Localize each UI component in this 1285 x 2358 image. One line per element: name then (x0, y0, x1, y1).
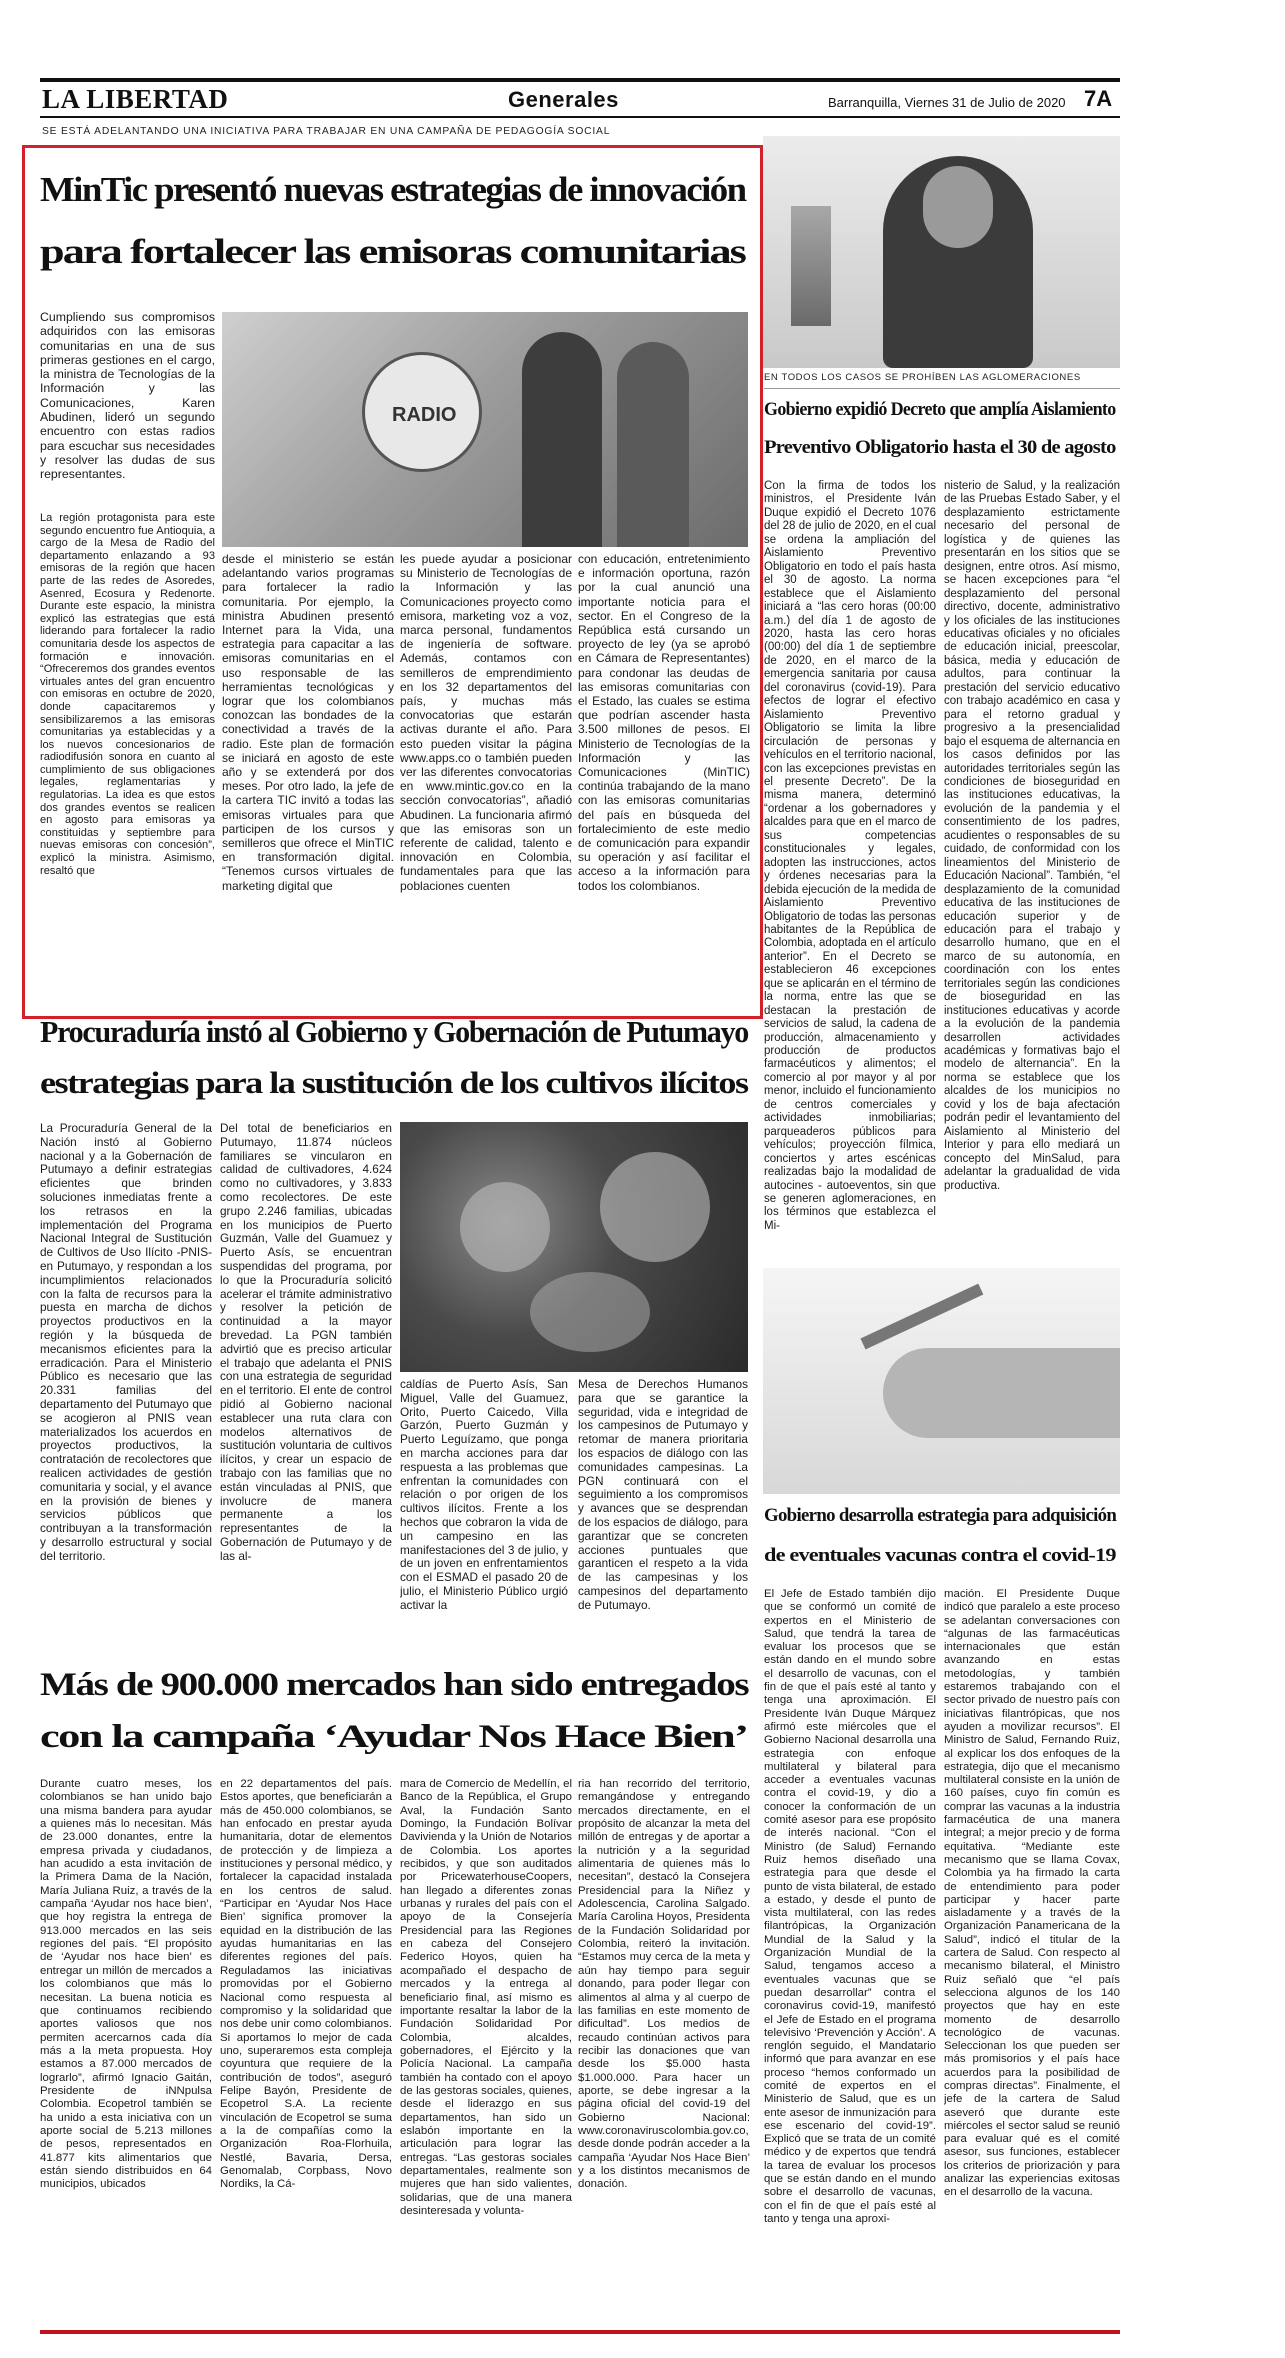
art2-col1 (764, 480, 936, 1262)
plant-icon-2 (600, 1152, 710, 1262)
footer-rule (40, 2330, 1120, 2334)
art1-col3 (400, 552, 572, 1007)
art5-col4 (578, 1778, 750, 2320)
art4-headline-line1: Gobierno desarrolla estrategia para adquisición (764, 1505, 1117, 1526)
art5-col1-text: Durante cuatro meses, los colombianos se han unido bajo una misma bandera para ayudar a quienes más lo necesitan. Más de 23.000 donantes, entre la empresa privada y ciudadanos, han acudido a esta invitación de la Primera Dama de la Nación, María Juliana Ruiz, a través de la campaña ‘Ayudar nos hace bien’, que hoy registra la entrega de 913.000 mercados en las seis regiones del país. “El propósito de ‘Ayudar nos hace bien’ es entregar un millón de mercados a los colombianos que más lo necesitan. La buena noticia es que continuamos recibiendo aportes valiosos que nos permiten acercarnos cada día más a la meta propuesta. Hoy estamos a 87.000 mercados de lograrlo”, afirmó Ignacio Gaitán, Presidente de iNNpulsa Colombia. Ecopetrol también se ha unido a esta iniciativa con un aporte social de 5.213 millones de pesos, representados en 41.877 kits alimentarios que están siendo distribuidos en 64 municipios, ubicados (40, 1778, 212, 2191)
plant-icon-3 (530, 1272, 650, 1352)
art1-col4 (578, 552, 750, 1007)
art3-photo (400, 1122, 748, 1372)
flag-icon (791, 206, 831, 326)
art2-headline-line1: Gobierno expidió Decreto que amplía Aislamiento (764, 399, 1116, 420)
art1-lead-text: Cumpliendo sus compromisos adquiridos con las emisoras comunitarias en una de sus primeras gestiones en el cargo, la ministra de Tecnologías de la Información y las Comunicaciones, Karen Abudinen, lideró un segundo encuentro con estas radios para escuchar sus necesidades y resolver las dudas de sus representantes. (40, 310, 215, 482)
art1-col1 (40, 512, 215, 1007)
art5-col2 (220, 1778, 392, 2320)
art1-photo (222, 312, 748, 547)
child-silhouette-icon (617, 342, 689, 547)
syringe-icon (860, 1284, 983, 1350)
art3-col2 (220, 1122, 392, 1654)
header-bottom-rule (40, 116, 1120, 118)
art1-kicker: SE ESTÁ ADELANTANDO UNA INICIATIVA PARA TRABAJAR EN UNA CAMPAÑA DE PEDAGOGÍA SOCIAL (42, 126, 611, 137)
art3-col1-text: La Procuraduría General de la Nación instó al Gobierno nacional y a la Gobernación de Putumayo a definir estrategias eficientes que brinden soluciones inmediatas frente a los retrasos en la implementación del Programa Nacional Integral de Sustitución de Cultivos de Uso Ilícito -PNIS- en Putumayo, y respondan a los incumplimientos relacionados con la falta de recursos para la puesta en marcha de dichos proyectos productivos en la región y la búsqueda de mecanismos eficientes para la erradicación. Para el Ministerio Público es necesario que las 20.331 familias del departamento del Putumayo que se acogieron al PNIS vean materializados los acuerdos en proyectos productivos, la contratación de recolectores que realicen actividades de gestión comunitaria y social, y el avance en la provisión de bienes y servicios públicos que contribuyan a la transformación y desarrollo estructural y social del territorio. (40, 1122, 212, 1563)
art3-col2-text: Del total de beneficiarios en Putumayo, 11.874 núcleos familiares se vincularon en calidad de cultivadores, 4.624 como no cultivadores, y 3.833 como recolectores. De este grupo 2.246 familias, ubicadas en los municipios de Puerto Guzmán, Valle del Guamuez y Puerto Asís, se encuentran suspendidas del programa, por lo que la Procuraduría solicitó acelerar el trámite administrativo y resolver la petición de continuidad a la mayor brevedad. La PGN también advirtió que es preciso articular el trabajo que adelanta el PNIS con una estrategia de seguridad en el territorio. El ente de control pidió al Gobierno nacional establecer una ruta clara con modelos alternativos de sustitución voluntaria de cultivos ilícitos, y crear un espacio de trabajo con las familias que no están vinculadas al PNIS, que involucre de manera permanente a los representantes de la Gobernación de Putumayo y de las al- (220, 1122, 392, 1563)
art1-col2 (222, 552, 394, 1007)
masthead: LA LIBERTAD (42, 84, 229, 114)
art5-headline-line1: Más de 900.000 mercados han sido entregados (40, 1667, 749, 1703)
art2-headline-line2: Preventivo Obligatorio hasta el 30 de agosto (764, 437, 1116, 458)
art4-col1 (764, 1588, 936, 2320)
art1-col1-text: La región protagonista para este segundo encuentro fue Antioquia, a cargo de la Mesa de Radio del departamento enlazando a 93 emisoras de la región que hacen parte de las redes de Asoredes, Asenred, Ecosura y Redenorte. Durante este espacio, la ministra explicó las estrategias que está liderando para fortalecer la radio comunitaria desde los aspectos de formación e innovación. “Ofreceremos dos grandes eventos virtuales antes del gran encuentro con emisoras en octubre de 2020, donde capacitaremos y sensibilizaremos a las emisoras comunitarias ya establecidas y a los nuevos concesionarios de radiodifusión sonora en cuanto al cumplimiento de sus obligaciones legales, reglamentarias y regulatorias. La idea es que estos dos grandes eventos se realicen en agosto para emisoras ya constituidas y septiembre para nuevas emisoras con concesión”, explicó la ministra. Asimismo, resaltó que (40, 512, 215, 877)
art1-lead (40, 310, 215, 510)
page-number: 7A (1084, 86, 1113, 111)
art4-col2-text: mación. El Presidente Duque indicó que paralelo a este proceso se adelantan conversaciones con “algunas de las farmacéuticas internacionales que están avanzando en estas metodologías, y también estaremos trabajando con el sector privado de nuestro país con iniciativas filantrópicas, que nos ayuden a movilizar recursos”. El Ministro de Salud, Fernando Ruiz, al explicar los dos enfoques de la estrategia, dijo que el mecanismo multilateral consiste en la unión de 160 países, cuyo fin común es comprar las vacunas a la industria farmacéutica de una manera integral; a mejor precio y de forma equitativa. “Mediante este mecanismo que se llama Covax, Colombia ya ha firmado la carta de entendimiento para poder participar y hacer parte aisladamente y a través de la Organización Panamericana de la Salud”, indicó el titular de la cartera de Salud. Con respecto al mecanismo bilateral, el Ministro Ruiz señaló que “el país selecciona algunos de los 140 proyectos que hay en este momento de desarrollo tecnológico de vacunas. Seleccionan los que pueden ser más promisorios y el país hace acuerdos para la posibilidad de compras directas”. Finalmente, el jefe de la cartera de Salud aseveró que durante este miércoles el sector salud se reunió para evaluar qué es el comité asesor, sus funciones, establecer los criterios de priorización y para analizar las experiencias exitosas en el desarrollo de la vacuna. (944, 1588, 1120, 2199)
art3-col4-text: Mesa de Derechos Humanos para que se garantice la seguridad, vida e integridad de los campesinos de Putumayo y retomar de manera prioritaria los espacios de diálogo con las comunidades campesinas. La PGN continuará con el seguimiento a los compromisos y avances que se desprendan de los espacios de diálogo, para garantizar que se concreten acciones puntuales que garanticen el respeto a la vida de las campesinas y los campesinos del departamento de Putumayo. (578, 1378, 748, 1612)
arm-icon (883, 1348, 1120, 1438)
person-silhouette-icon (522, 332, 602, 547)
art3-col3-text: caldías de Puerto Asís, San Miguel, Valle del Guamuez, Orito, Puerto Caicedo, Villa Garzón, Puerto Guzmán y Puerto Leguízamo, que ponga en marcha acciones para dar respuesta a las problemas que enfrentan la comunidades con relación o por origen de los cultivos ilícitos. Frente a los hechos que cobraron la vida de un campesino en las manifestaciones del 3 de julio, y de un joven en enfrentamientos con el ESMAD el pasado 20 de julio, el Ministerio Público urgió activar la (400, 1378, 568, 1612)
art4-col2 (944, 1588, 1120, 2320)
art1-col2-text: desde el ministerio se están adelantando varios programas para fortalecer la radio comunitaria. Por ejemplo, la ministra Abudinen presentó Internet para la Vida, una estrategia para capacitar a las emisoras comunitarias en el uso responsable de las herramientas tecnológicas y lograr que los colombianos conozcan las bondades de la conectividad a través de la radio. Este plan de formación se iniciará en agosto de este año y se extenderá por dos meses. Por otro lado, la jefe de la cartera TIC invitó a todas las emisoras virtuales para que participen de los cursos y semilleros que ofrece el MinTIC en transformación digital. “Tenemos cursos virtuales de marketing digital que (222, 552, 394, 893)
date-line: Barranquilla, Viernes 31 de Julio de 2020 (828, 95, 1066, 110)
header-top-rule (40, 78, 1120, 82)
art5-col2-text: en 22 departamentos del país. Estos aportes, que beneficiarán a más de 450.000 colombianos, se han enfocado en prestar ayuda humanitaria, dotar de elementos de protección y de limpieza a instituciones y personal médico, y fortalecer la capacidad instalada en los centros de salud. “Participar en ‘Ayudar Nos Hace Bien’ significa promover la equidad en la distribución de las ayudas humanitarias en las diferentes regiones del país. Reguladamos las iniciativas promovidas por el Gobierno Nacional como respuesta al compromiso y la solidaridad que nos debe unir como colombianos. Si aportamos lo mejor de cada uno, superaremos esta compleja coyuntura que requiere de la contribución de todos”, aseguró Felipe Bayón, Presidente de Ecopetrol S.A. La reciente vinculación de Ecopetrol se suma a la de compañías como la Organización Roa-Florhuila, Nestlé, Bavaria, Dersa, Genomalab, Corpbass, Novo Nordiks, la Cá- (220, 1778, 392, 2191)
section-name: Generales (508, 87, 619, 112)
art1-col3-text: les puede ayudar a posicionar su Ministerio de Tecnologías de la Información y las Comunicaciones proyecto como emisora, marketing voz a voz, marca personal, fundamentos de ingeniería de software. Además, contamos con semilleros de emprendimiento en los 32 departamentos del país, y muchas más convocatorias que estarán activas durante el año. Para esto pueden visitar la página www.apps.co o también pueden ver las diferentes convocatorias en www.mintic.gov.co en la sección convocatorias”, añadió Abudinen. La funcionaria afirmó que las emisoras son un referente de calidad, talento e innovación en Colombia, fundamentales para que las poblaciones cuenten (400, 552, 572, 893)
art2-caption-rule (764, 388, 1120, 389)
art2-col2-text: nisterio de Salud, y la realización de las Pruebas Estado Saber, y el desplazamiento estrictamente necesario del personal de logística y de quienes las presentarán en los sitios que se designen, entre otros. Así mismo, se hacen excepciones para “el desplazamiento del personal directivo, docente, administrativo y los oficiales de las instituciones educativas oficiales y no oficiales de educación inicial, preescolar, básica, media y educación de adultos, para continuar la prestación del servicio educativo con trabajo académico en casa y para el retorno gradual y progresivo a la presencialidad bajo el esquema de alternancia en los casos definidos por las autoridades territoriales según las condiciones de bioseguridad en las instituciones educativas, la evolución de la pandemia y el consentimiento de los padres, acudientes o responsables de su cuidado, de conformidad con los lineamientos del Ministerio de Educación Nacional”. También, “el desplazamiento de la comunidad educativa de las instituciones de educación superior y de educación para el trabajo y desarrollo humano, que en el marco de su autonomía, en coordinación con los entes territoriales según las condiciones de bioseguridad en las instituciones educativas y acorde a la evolución de la pandemia desarrollen actividades académicas y formativas bajo el modelo de alternancia”. En la norma se establece que los alcaldes de los municipios no covid y los de baja afectación podrán pedir el levantamiento del Aislamiento al Ministerio del Interior y para ello mediará un concepto del MinSalud, para adelantar la gradualidad de vida productiva. (944, 480, 1120, 1192)
art4-headline-line2: de eventuales vacunas contra el covid-19 (764, 1545, 1116, 1566)
art5-col4-text: ria han recorrido del territorio, remangándose y entregando mercados directamente, en el propósito de alcanzar la meta del millón de entregas y de aportar a la nutrición y a la seguridad alimentaria de quienes más lo necesitan”, destacó la Consejera Presidencial para la Niñez y Adolescencia, Carolina Salgado. María Carolina Hoyos, Presidenta de la Fundación Solidaridad por Colombia, reiteró la invitación. “Estamos muy cerca de la meta y aún hay tiempo para seguir donando, para poder llegar con alimentos al alma y al cuerpo de las familias en este momento de dificultad”. Los medios de recaudo continúan activos para recibir las donaciones que van desde los $5.000 hasta $1.000.000. Para hacer un aporte, se debe ingresar a la página oficial del covid-19 del Gobierno Nacional: www.coronaviruscolombia.gov.co, desde donde podrán acceder a la campaña ‘Ayudar Nos Hace Bien’ y a los distintos mecanismos de donación. (578, 1778, 750, 2191)
art3-col3 (400, 1378, 568, 1654)
art5-col1 (40, 1778, 212, 2320)
art2-col2 (944, 480, 1120, 1262)
art3-col1 (40, 1122, 212, 1654)
art5-col3 (400, 1778, 572, 2320)
art3-headline-line2: estrategias para la sustitución de los cultivos ilícitos (40, 1065, 748, 1100)
art2-col1-text: Con la firma de todos los ministros, el Presidente Iván Duque expidió el Decreto 1076 del 28 de julio de 2020, en el cual se ordena la ampliación del Aislamiento Preventivo Obligatorio en todo el país hasta el 30 de agosto. La norma establece que el Aislamiento iniciará a “las cero horas (00:00 a.m.) del día 1 de agosto de 2020, hasta las cero horas (00:00) del día 1 de septiembre de 2020, en el marco de la emergencia sanitaria por causa del coronavirus (covid-19). Para efectos de lograr el efectivo Aislamiento Preventivo Obligatorio se limita la libre circulación de personas y vehículos en el territorio nacional, con las excepciones previstas en el presente Decreto”. De la misma manera, determinó “ordenar a los gobernadores y alcaldes para que en el marco de sus competencias constitucionales y legales, adopten las instrucciones, actos y órdenes necesarias para la debida ejecución de la medida de Aislamiento Preventivo Obligatorio de todas las personas habitantes de la República de Colombia, adoptada en el artículo anterior”. En el Decreto se establecieron 46 excepciones que se aplicarán en el término de la norma, entre las que se destacan la prestación de servicios de salud, la cadena de producción, almacenamiento y producción de productos farmacéuticos y alimentos; el comercio al por mayor y al por menor, incluido el funcionamiento de centros comerciales y actividades inmobiliarias; parqueaderos públicos para vehículos; proyección fílmica, conciertos y artes escénicas realizadas bajo la modalidad de autocines - autoeventos, sin que se generen aglomeraciones, en los términos que establezca el Mi- (764, 480, 936, 1232)
art3-col4 (578, 1378, 748, 1654)
art2-photo (763, 136, 1120, 368)
art2-caption: EN TODOS LOS CASOS SE PROHÍBEN LAS AGLOMERACIONES (764, 372, 1081, 383)
art1-headline-line1: MinTic presentó nuevas estrategias de innovación (40, 170, 746, 209)
art5-headline-line2: con la campaña ‘Ayudar Nos Hace Bien’ (40, 1719, 748, 1755)
plant-icon (460, 1182, 550, 1272)
art3-headline-line1: Procuraduría instó al Gobierno y Gobernación de Putumayo (40, 1014, 749, 1049)
art1-headline-line2: para fortalecer las emisoras comunitarias (40, 232, 745, 271)
speaker-face (923, 166, 993, 248)
art1-col4-text: con educación, entretenimiento e información oportuna, razón por la cual anunció una importante noticia para el sector. En el Congreso de la República está cursando un proyecto de ley (ya se aprobó en Cámara de Representantes) para condonar las deudas de las emisoras comunitarias con el Estado, las cuales se estima que podrían ascender hasta 3.500 millones de pesos. El Ministerio de Tecnologías de la Información y las Comunicaciones (MinTIC) continúa trabajando de la mano con las emisoras comunitarias del país en búsqueda del fortalecimiento de este medio de comunicación para expandir su operación y así facilitar el acceso a la información para todos los colombianos. (578, 552, 750, 893)
art5-col3-text: mara de Comercio de Medellín, el Banco de la República, el Grupo Aval, la Fundación Santo Domingo, la Fundación Bolívar Davivienda y la Unión de Notarios de Colombia. Los aportes recibidos, y que son auditados por PricewaterhouseCoopers, han llegado a diferentes zonas urbanas y rurales del país con el apoyo de la Consejería Presidencial para las Regiones en cabeza del Consejero Federico Hoyos, quien ha acompañado el despacho de mercados y la entrega al beneficiario final, así mismo es importante resaltar la labor de la Fundación Solidaridad Por Colombia, alcaldes, gobernadores, el Ejército y la Policía Nacional. La campaña también ha contado con el apoyo de las gestoras sociales, quienes, desde el liderazgo en sus departamentos, han sido un eslabón importante en la articulación para lograr las entregas. “Las gestoras sociales departamentales, realmente son mujeres que han sido valientes, solidarias, que de una manera desinteresada y volunta- (400, 1778, 572, 2217)
art1-photo-label: RADIO (392, 404, 457, 426)
art4-photo (763, 1268, 1120, 1494)
art4-col1-text: El Jefe de Estado también dijo que se conformó un comité de expertos en el Ministerio de Salud, que tendrá la tarea de evaluar los procesos que se están dando en el mundo sobre el desarrollo de vacunas, con el fin de que el país esté al tanto y tenga una aproximación. El Presidente Iván Duque Márquez afirmó este miércoles que el Gobierno Nacional desarrolla una estrategia con enfoque multilateral y bilateral para acceder a eventuales vacunas contra el covid-19, y dio a conocer la conformación de un comité asesor para ese propósito de interés nacional. “Con el Ministro (de Salud) Fernando Ruiz hemos diseñado una estrategia para que desde el punto de vista bilateral, de estado a estado, y desde el punto de vista multilateral, con las redes filantrópicas, la Organización Mundial de la Salud y la Organización Mundial de la Salud, tengamos acceso a eventuales vacunas que se puedan desarrollar” contra el coronavirus covid-19, manifestó el Jefe de Estado en el programa televisivo ‘Prevención y Acción’. A renglón seguido, el Mandatario informó que para avanzar en ese proceso “hemos conformado un comité de expertos en el Ministerio de Salud, que es un ente asesor de inmunización para ese escenario del covid-19”. Explicó que se trata de un comité médico y de expertos que tendrá la tarea de evaluar los procesos que se están dando en el mundo sobre el desarrollo de vacunas, con el fin de que el país esté al tanto y tenga una aproxi- (764, 1588, 936, 2225)
